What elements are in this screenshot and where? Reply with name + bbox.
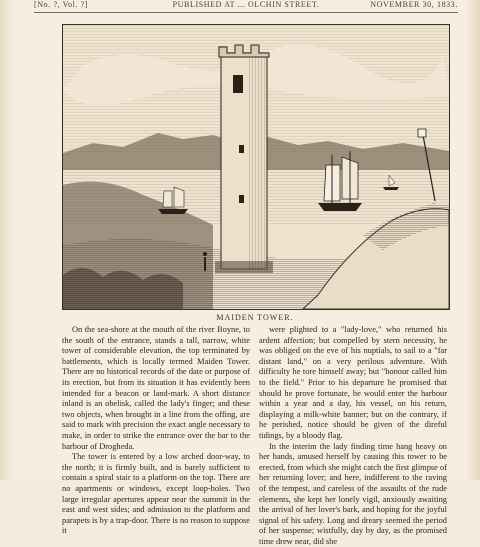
paragraph: In the interim the lady finding time hang heavy on her hands, amused herself by causing this tower to be erected, from which she might catch the first glimpse of her returning lover; and here, indifferent to the raving of the tempest, and careless of the assaults of the rude elements, she kept her lonely vigil, anxiously awaiting the arrival of her lover's bark, and hoping for the joyful signal of his safety. Long and dreary seemed the period of her suspense; wistfully, day by day, as the promised time drew near, did she xyxy=(259,441,447,546)
flag xyxy=(418,129,426,137)
running-header xyxy=(34,0,458,13)
paragraph: The tower is entered by a low arched door-way, to the north; it is firmly built, and is barely sufficient to contain a spiral stair to a platform on the top. There are no apartments or windows, except loop-holes. Two large irregular apertures appear near the summit in the east and west sides; and admission to the platform and parapets is by a trap-door. There is no reason to suppose it xyxy=(62,452,251,536)
paragraph: were plighted to a "lady-love," who returned his ardent affection; but compelled by stern necessity, he was obliged on the eve of his nuptials, to sail to a "far distant land," on a very perilous adventure. With difficulty he tore himself away; but "honour called him to the field." Prior to his departure he promised that should he prove fortunate, he would enter the harbour within a year and a day, his vessel, on his return, displaying a milk-white banner; but on the contrary, if he perished, notice should be given of the direful tidings, by a bloody flag. xyxy=(259,325,447,440)
header-date: NOVEMBER 30, 1833. xyxy=(370,0,458,9)
article-column-right xyxy=(259,325,447,547)
article-column-left xyxy=(62,325,250,537)
engraving-caption: MAIDEN TOWER. xyxy=(216,313,294,322)
engraving-illustration xyxy=(63,25,449,309)
header-publisher-address: PUBLISHED AT ... OLCHIN STREET. xyxy=(172,0,320,9)
maiden-tower-engraving xyxy=(62,24,450,310)
header-issue-number: [No. ?, Vol. ?] xyxy=(34,0,89,9)
maiden-tower xyxy=(215,45,273,273)
paragraph: On the sea-shore at the mouth of the river Boyne, to the south of the entrance, stands a tall, narrow, white tower of considerable elevation, the top terminated by battlements, which is locally termed Maiden Tower. There are no historical records of the date or purpose of its erection, but from its situation it has evidently been intended for a beacon or land-mark. A short distance inland is an obelisk, called the lady's finger; and these two objects, when brought in a line from the offing, are said to mark with precision the exact angle necessary to make, in order to strike the entrance over the bar to the harbour of Drogheda. xyxy=(62,325,250,451)
